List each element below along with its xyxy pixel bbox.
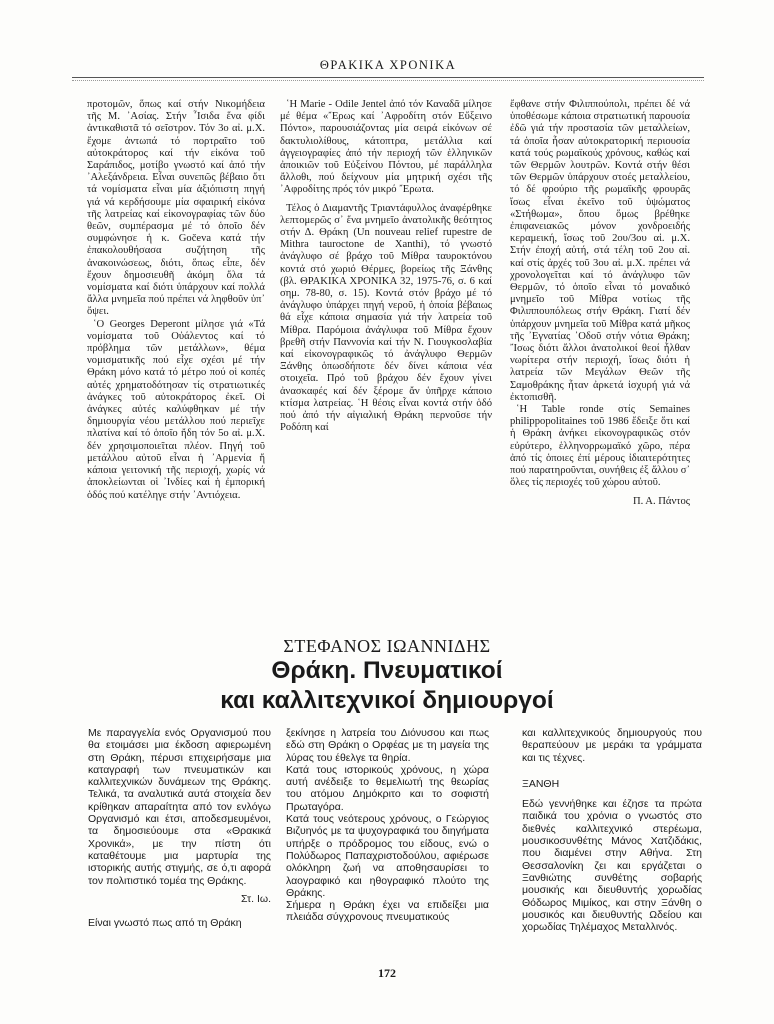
paragraph: Κατά τους ιστορικούς χρόνους, η χώρα αυτή ανέδειξε το θεμελιωτή της θεωρίας του ατόμου Δημόκριτο και το σοφιστή Πρωταγόρα. (286, 763, 489, 813)
article-column-3 (522, 727, 702, 933)
section-heading: ΞΑΝΘΗ (522, 777, 560, 790)
header-rule-dotted (72, 80, 704, 81)
paragraph: ῾Η Table ronde στίς Semaines philippopolitaines τοῦ 1986 ἔδειξε ὅτι καί ἡ Θράκη ἀνήκει εἰκονογραφικῶς στόν εὐρύτερο, ἑλληνορρωμαϊκό χῶρο, πέρα ἀπό τίς ὁποιες ἐπί μέρους ἰδιαιτερότητες πού παρατηροῦνται, συνήθεις ἐξ ἄλλου σ᾿ ὅλες τίς περιοχές τοῦ χώρου αὐτοῦ. (510, 404, 690, 489)
paragraph: ῾Η Marie - Odile Jentel ἀπό τόν Καναδᾶ μίλησε μέ θέμα «῎Ερως καί ᾿Αφροδίτη στόν Εὔξεινο Πόντο», παρουσιάζοντας μία σειρά εἰκόνων σέ δακτυλιολίθους, κάτοπτρα, μετάλλια καί ἀγγειογραφίες ἀπό τήν περιοχή τῶν ἑλληνικῶν ἀποικιῶν τοῦ Εὐξείνου Πόντου, μέ παράλληλα ἄλλοθι, πού δείχνουν μία μητρική σχέσι τῆς ᾿Αφροδίτης πρός τόν μικρό ῎Ερωτα. (280, 99, 492, 196)
running-header (72, 60, 704, 74)
paragraph: Εδώ γεννήθηκε και έζησε τα πρώτα παιδικά του χρόνια ο γνωστός στο διεθνές καλλιτεχνικό στερέωμα, μουσικοσυνθέτης Μάνος Χατζιδάκις, που διαμένει στην Αθήνα. Στη Θεσσαλονίκη ζει και εργάζεται ο Ξανθιώτης συνθέτης σοβαρής μουσικής και διευθυντής χορωδίας Θόδωρος Μιμίκος, και στην Ξάνθη ο μουσικός και διευθυντής Ωδείου και χορωδίας Τηλέμαχος Μεταλλινός. (522, 798, 702, 934)
article-column-1 (88, 727, 271, 929)
page-number: 172 (378, 966, 396, 980)
paragraph: Τέλος ὁ Διαμαντῆς Τριαντάφυλλος ἀναφέρθηκε λεπτομερῶς σ᾿ ἕνα μνημεῖο ἀνατολικῆς θεότητος στήν Δ. Θράκη (Un nouveau relief rupestre de Mithra tauroctone de Xanthi), τό γνωστό ἀνάγλυφο σέ βράχο τοῦ Μίθρα ταυροκτόνου κοντά στό χωριό Θέρμες, βορείως τῆς Ξάνθης (βλ. ΘΡΑΚΙΚΑ ΧΡΟΝΙΚΑ 32, 1975-76, σ. 6 καί σημ. 78-80, σ. 15). Κοντά στόν βράχο μέ τό ἀνάγλυφο ὑπάρχει πηγή νεροῦ, ἡ ὁποία βέβαιως θά εἶχε κάποια σημασία γιά τήν λατρεία τοῦ Μίθρα. Παρόμοια ἀνάγλυφα τοῦ Μίθρα ἔχουν βρεθῆ στήν Παννονία καί τήν Ν. Γιουγκοσλαβία καί εἰκονογραφικῶς τό ἀνάγλυφο Θερμῶν Ξάνθης ὁπωσδήποτε δέν δίνει κάποια νέα στοιχεῖα. Πρό τοῦ βράχου δέν ἔχουν γίνει ἀνασκαφές καί δέν ξέρομε ἄν ὑπῆρχε κάποιο κτίσμα λατρείας. ῾Η θέσις εἶναι κοντά στήν ὁδό πού ἀπό τήν αἰγιαλική Θράκη περνοῦσε τήν Ροδόπη καί (280, 202, 492, 434)
paragraph: Σήμερα η Θράκη έχει να επιδείξει μια πλειάδα σύγχρονους πνευματικούς (286, 899, 489, 924)
paragraph: και καλλιτεχνικούς δημιουργούς που θεραπεύουν με μεράκι τα γράμματα και τις τέχνες. (522, 727, 702, 764)
top-column-3 (510, 99, 690, 508)
intro-signature: Στ. Ιω. (240, 892, 271, 905)
article-title (0, 656, 774, 716)
article-author: ΣΤΕΦΑΝΟΣ ΙΩΑΝΝΙΔΗΣ (283, 636, 491, 656)
journal-title: ΘΡΑΚΙΚΑ ΧΡΟΝΙΚΑ (319, 58, 457, 72)
top-column-1 (87, 99, 265, 502)
author-signature: Π. Α. Πάντος (632, 495, 690, 507)
paragraph: προτομῶν, ὅπως καί στήν Νικομήδεια τῆς Μ. ᾿Ασίας. Στήν ῏Ισιδα ἕνα φίδι ἀντικαθιστᾶ τό σεῖστρον. Τόν 3ο αἰ. μ.Χ. ἔχομε ἀντωπά τό πορτραῖτο τοῦ αὐτοκράτορος καί τήν εἰκόνα τοῦ Σαράπιδος, μοτίβο γνωστό καί ἀπό τήν ᾿Αλεξάνδρεια. Εἶναι συνεπῶς βέβαιο ὅτι τά νομίσματα εἶναι μία ἀξιόπιστη πηγή γιά νά κερδήσουμε μία σφαιρική εἰκόνα τῆς λατρείας καί εἰκονογραφίας τῶν δύο θεῶν, συμπέρασμα μέ τό ὁποῖο δέν συμφώνησε ἡ κ. Gočeva κατά τήν ἐπακολουθήσασα συζήτηση τῆς ἀνακοινώσεως, διότι, ὅπως εἶπε, δέν ἔχουν δημοσιευθῆ ἀκόμη ὅλα τά νομίσματα καί διότι ὑπάρχουν καί πολλά ἄλλα μνημεῖα πού πρέπει νά ληφθοῦν ὑπ᾿ ὄψει. (87, 99, 265, 318)
top-column-2 (280, 99, 492, 434)
paragraph: ξεκίνησε η λατρεία του Διόνυσου και πως εδώ στη Θράκη ο Ορφέας με τη μαγεία της λύρας του έθελγε τα θηρία. (286, 727, 489, 764)
intro-paragraph: Με παραγγελία ενός Οργανισμού που θα ετοιμάσει μια έκδοση αφιερωμένη στη Θράκη, πέρυσι επιχειρήσαμε μια καταγραφή των πνευματικών και καλλιτεχνικών δυνάμεων της Θράκης. Τελικά, τα αναλυτικά αυτά στοιχεία δεν κρίθηκαν απαραίτητα από τον ενλόγω Οργανισμό και έτσι, αποδεσμευμένοι, τα δημοσιεύουμε στα «Θρακικά Χρονικά», με την πίστη ότι καταθέτουμε μια μαρτυρία της ιστορικής αυτής στιγμής, σε ό,τι αφορά τον πολιτιστικό τομέα της Θράκης. (88, 727, 271, 887)
paragraph: ῾Ο Georges Deperont μίλησε γιά «Τά νομίσματα τοῦ Οὐάλεντος καί τό πρόβλημα τῶν μετάλλων», θέμα νομισματικῆς πού εἶχε σχέσι μέ τήν Θράκη μόνο κατά τό μέτρο πού οἱ κοπές αὐτές χρηματοδότησαν τίς στρατιωτικές ἀνάγκες τοῦ αὐτοκράτορος ἐκεῖ. Οἱ ἀνάγκες αὐτές καλύφθηκαν μέ τήν δημιουργία νέου μετάλλου πού περιεῖχε πλατίνα καί τό ὁποῖο ἤδη τόν 5ο αἰ. μ.Χ. δέν χρησιμοποιεῖται πλέον. Πηγή τοῦ μετάλλου αὐτοῦ εἶναι ἡ ᾿Αρμενία ἤ κάποια γειτονική τῆς περιοχή, χωρίς νά ἀποκλείωνται οἱ ᾿Ινδίες καί ἡ ἐμπορική ὁδός πού κατέληγε στήν ᾿Αντιόχεια. (87, 318, 265, 501)
header-rule (72, 77, 704, 78)
paragraph: Κατά τους νεότερους χρόνους, ο Γεώργιος Βιζυηνός με τα ψυχογραφικά του διηγήματα υπήρξε ο πρόδρομος του είδους, ενώ ο Πολύδωρος Παπαχριστοδούλου, αφιέρωσε ολόκληρη ζωή να αποθησαυρίσει το λαογραφικό και ηθογραφικό πλούτο της Θράκης. (286, 813, 489, 899)
article-title-line-1: Θράκη. Πνευματικοί (271, 657, 503, 684)
paragraph: ἔφθανε στήν Φιλιππούπολι, πρέπει δέ νά ὑποθέσωμε κάποια στρατιωτική παρουσία ἐδῶ γιά τήν προστασία τῶν μεταλλείων, τά ὁποῖα ἦσαν αὐτοκρατορική περιουσία κατά τούς ρωμαϊκούς χρόνους, καθώς καί τῶν Θερμῶν λουτρῶν. Κοντά στήν θέσι τῶν Θερμῶν ὑπάρχουν στοές μεταλλείου, τό δέ φρούριο τῆς ρωμαϊκῆς φρουρᾶς ἴσως εἶναι ἐκεῖνο τοῦ ὑψώματος «Στήθωμα», ὅπου ὅμως βρέθηκε ἐπιφανειακῶς μόνον χονδροειδής κεραμεική, ἴσως τοῦ 2ου/3ου αἰ. μ.Χ. Στήν ἐποχή αὐτή, στά τέλη τοῦ 2ου αἰ. καί στίς ἀρχές τοῦ 3ου αἰ. μ.Χ. πρέπει νά χρονολογεῖται καί τό ἀνάγλυφο τῶν Θερμῶν, τό ὁποῖο εἶναι τό μοναδικό μνημεῖο τοῦ Μίθρα νοτίως τῆς Φιλιππουπόλεως στήν Θράκη. Γιατί δέν ὑπάρχουν μνημεῖα τοῦ Μίθρα κατά μῆκος τῆς ᾿Εγνατίας ᾿Οδοῦ στήν νότια Θράκη; ῎Ισως διότι ἄλλοι ἀνατολικοί θεοί ἦλθαν νωρίτερα στήν περιοχή, ἴσως διότι ἡ λατρεία τῶν Μεγάλων Θεῶν τῆς Σαμοθράκης ἦταν ἀρκετά ἰσχυρή γιά νά ἐκτοπισθῆ. (510, 99, 690, 403)
paragraph: Είναι γνωστό πως από τη Θράκη (88, 917, 242, 930)
article-title-line-2: και καλλιτεχνικοί δημιουργοί (220, 687, 554, 714)
article-column-2 (286, 727, 489, 924)
